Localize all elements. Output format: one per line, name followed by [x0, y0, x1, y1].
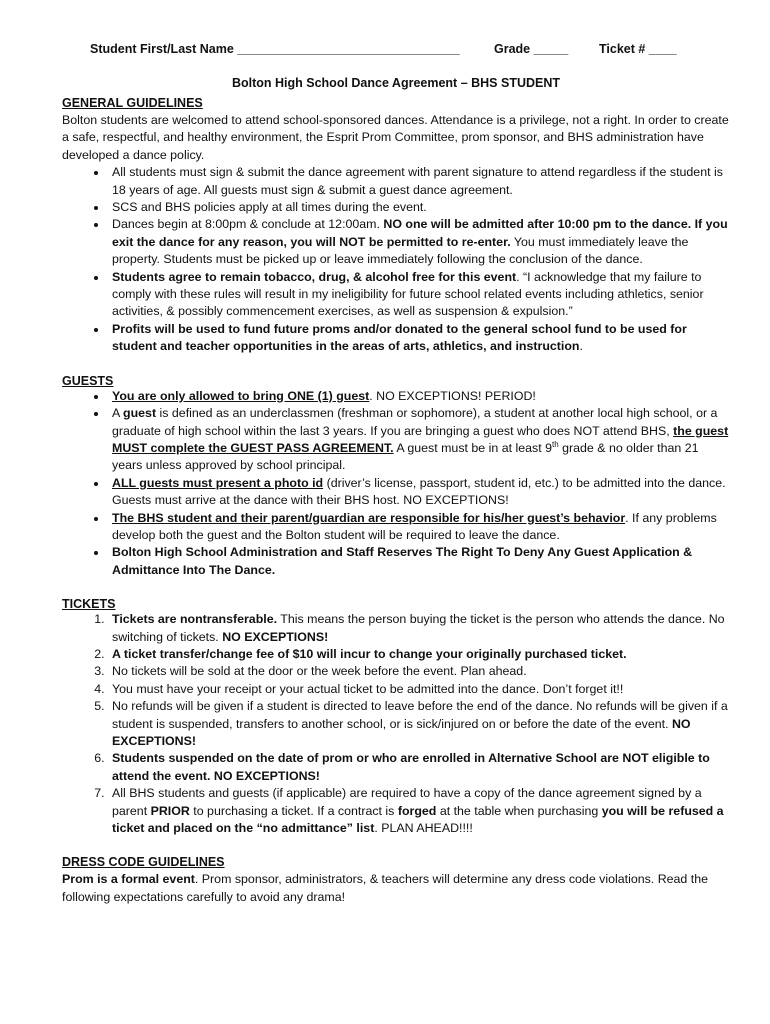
guests-item-2: • A guest is defined as an underclassmen (freshman or sophomore), a student at another local high school, or a graduate of high school within the last 3 years. If you are bringing a guest who does NOT attend BHS, the guest MUST complete the GUEST PASS AGREEMENT. A guest must be in at least 9th grade & no older than 21 years unless approved by school principal.	[108, 405, 730, 475]
tickets-item-5: 5. No refunds will be given if a student is directed to leave before the end of the dance. No refunds will be given if a student is suspended, transfers to another school, or is sick/injured on or before the date of the event. NO EXCEPTIONS!	[108, 698, 730, 750]
tickets-item-7: 7. All BHS students and guests (if applicable) are required to have a copy of the dance agreement signed by a parent PRIOR to purchasing a ticket. If a contract is forged at the table when purchasing you will be refused a ticket and placed on the “no admittance” list. PLAN AHEAD!!!!	[108, 785, 730, 837]
tickets-item-2: 2. A ticket transfer/change fee of $10 will incur to change your originally purchased ticket.	[108, 646, 730, 663]
tickets-item-4: 4. You must have your receipt or your actual ticket to be admitted into the dance. Don’t forget it!!	[108, 681, 730, 698]
general-item-3: • Dances begin at 8:00pm & conclude at 12:00am. NO one will be admitted after 10:00 pm to the dance. If you exit the dance for any reason, you will NOT be permitted to re-enter. You must immediately leave the property. Students must be picked up or leave immediately following the conclusion of the dance.	[108, 216, 730, 268]
guests-list	[62, 388, 730, 579]
general-guidelines-heading: GENERAL GUIDELINES	[62, 96, 203, 110]
general-item-1: • All students must sign & submit the dance agreement with parent signature to attend regardless if the student is 18 years of age. All guests must sign & submit a guest dance agreement.	[108, 164, 730, 199]
student-name-field: Student First/Last Name ________________________________	[90, 42, 460, 56]
ticket-field: Ticket # ____	[599, 42, 677, 56]
dress-code-heading: DRESS CODE GUIDELINES	[62, 855, 225, 870]
guests-item-3: • ALL guests must present a photo id (driver’s license, passport, student id, etc.) to be admitted into the dance. Guests must arrive at the dance with their BHS host. NO EXCEPTIONS!	[108, 475, 730, 510]
general-item-2: • SCS and BHS policies apply at all times during the event.	[108, 199, 730, 216]
general-intro: Bolton students are welcomed to attend school-sponsored dances. Attendance is a privilege, not a right. In order to create a safe, respectful, and healthy environment, the Esprit Prom Committee, prom sponsor, and BHS administration have developed a dance policy.	[62, 113, 729, 162]
guests-heading: GUESTS	[62, 373, 114, 388]
guests-item-1: • You are only allowed to bring ONE (1) guest. NO EXCEPTIONS! PERIOD!	[108, 388, 730, 405]
guests-item-4: • The BHS student and their parent/guardian are responsible for his/her guest’s behavior. If any problems develop both the guest and the Bolton student will be required to leave the dance.	[108, 510, 730, 545]
grade-field: Grade _____	[494, 42, 569, 56]
tickets-item-3: 3. No tickets will be sold at the door or the week before the event. Plan ahead.	[108, 663, 730, 680]
tickets-item-6: 6. Students suspended on the date of prom or who are enrolled in Alternative School are NOT eligible to attend the event. NO EXCEPTIONS!	[108, 750, 730, 785]
tickets-heading: TICKETS	[62, 597, 116, 612]
general-item-4: • Students agree to remain tobacco, drug, & alcohol free for this event. “I acknowledge that my failure to comply with these rules will result in my ineligibility for future school related events including athletics, senior activities, & possibly commencement exercises, as well as suspension & expulsion.”	[108, 269, 730, 321]
header-fields	[90, 42, 730, 56]
tickets-item-1: 1. Tickets are nontransferable. This means the person buying the ticket is the person who attends the dance. No switching of tickets. NO EXCEPTIONS!	[108, 611, 730, 646]
dress-code-text: Prom is a formal event. Prom sponsor, administrators, & teachers will determine any dress code violations. Read the following expectations carefully to avoid any drama!	[62, 872, 708, 904]
general-item-5: • Profits will be used to fund future proms and/or donated to the general school fund to be used for student and teacher opportunities in the areas of arts, athletics, and instruction.	[108, 321, 730, 356]
guests-item-5: • Bolton High School Administration and Staff Reserves The Right To Deny Any Guest Application & Admittance Into The Dance.	[108, 544, 730, 579]
tickets-list	[62, 611, 730, 837]
general-list	[62, 164, 730, 355]
document-title: Bolton High School Dance Agreement – BHS STUDENT	[231, 76, 561, 90]
